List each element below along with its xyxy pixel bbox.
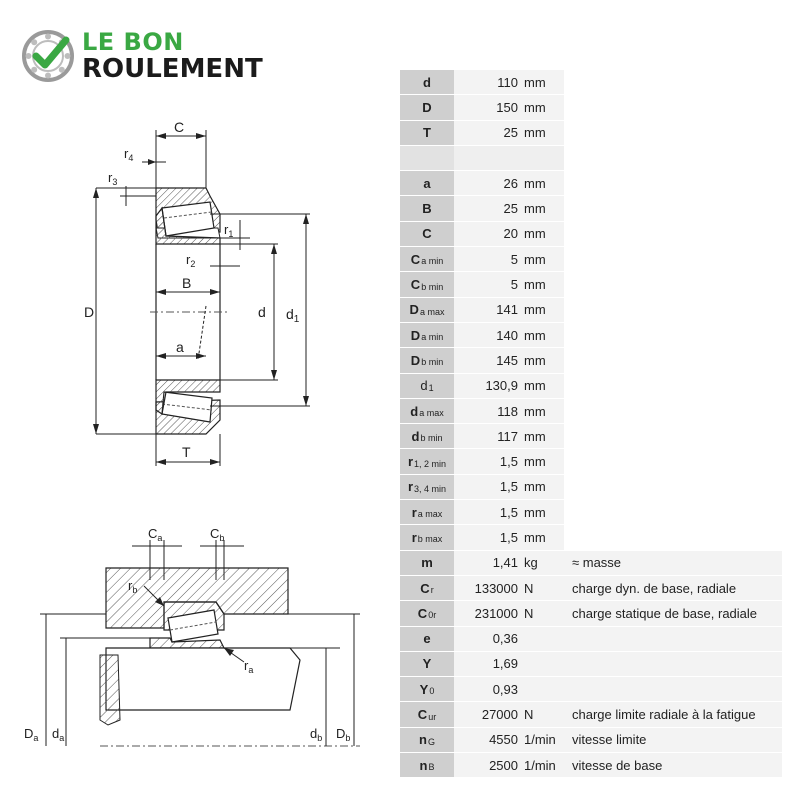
spec-value-cell [454,500,564,525]
spec-value-cell [454,551,564,576]
spec-symbol [400,171,454,196]
spec-row [400,196,782,221]
spec-symbol-letter: B [422,201,432,217]
spec-description [564,323,782,348]
spec-symbol [400,627,454,652]
spec-symbol-letter: D [410,352,421,368]
spec-symbol-letter: d [411,428,420,444]
brand-name-line2: ROULEMENT [82,54,263,84]
brand-name-line1: LE BON [82,28,184,56]
spec-description [564,449,782,474]
svg-text:Cb: $C_b$ [210,526,225,543]
spec-value: 110 [497,74,518,90]
spec-row [400,702,782,727]
spec-value-cell [454,702,564,727]
spec-value: 1,5 [499,504,518,520]
spec-description: vitesse de base [564,753,782,778]
spec-row [400,247,782,272]
spec-value: 20 [503,226,518,242]
spec-symbol [400,753,454,778]
spec-symbol [400,146,454,171]
spec-row [400,652,782,677]
spec-symbol [400,551,454,576]
spec-unit: mm [524,454,546,470]
spec-symbol-letter: n [419,757,428,773]
spec-symbol [400,728,454,753]
spec-description [564,627,782,652]
spec-value: 4550 [489,732,518,748]
spec-symbol-subscript: G [427,736,435,747]
spec-row [400,728,782,753]
specification-table [400,70,782,778]
spec-row [400,753,782,778]
spec-unit: mm [524,201,546,217]
spec-value: 1,5 [499,479,518,495]
spec-value: 1,41 [492,555,518,571]
svg-text:d1: $d_1$ [286,306,300,325]
spec-symbol-letter: d [423,74,431,90]
spec-value-cell [454,70,564,95]
spec-symbol [400,95,454,120]
spec-symbol [400,449,454,474]
spec-row [400,677,782,702]
spec-unit: mm [524,251,546,267]
spec-symbol-letter: r [411,529,417,545]
spec-symbol [400,70,454,95]
spec-value: 1,5 [499,529,518,545]
spec-symbol-subscript: b min [421,281,444,292]
spec-value: 27000 [481,707,518,723]
svg-text:T: T [182,444,191,460]
spec-symbol [400,576,454,601]
spec-value-cell [454,677,564,702]
spec-value: 26 [503,175,518,191]
svg-text:Db: $D_b$ [336,726,351,743]
bearing-check-icon [22,28,78,84]
spec-value-cell [454,424,564,449]
spec-symbol-letter: d [410,403,419,419]
spec-row [400,424,782,449]
svg-text:rb: $r_b$ [128,578,138,595]
mounting-dimension-drawing [20,520,370,750]
svg-text:r4: $r_4$ [124,146,134,163]
spec-symbol [400,475,454,500]
spec-description [564,475,782,500]
spec-value-cell [454,348,564,373]
spec-unit: mm [524,327,546,343]
spec-unit: mm [524,352,546,368]
spec-value: 25 [503,201,518,217]
spec-symbol-subscript: b min [421,357,444,368]
spec-value-cell [454,121,564,146]
spec-row [400,348,782,373]
spec-value: 0,93 [492,681,518,697]
spec-value-cell [454,399,564,424]
spec-unit: mm [524,302,546,318]
spec-value-cell [454,222,564,247]
spec-description: vitesse limite [564,728,782,753]
spec-symbol-subscript: 1 [428,382,434,393]
spec-symbol-subscript: a max [419,408,444,418]
spec-row [400,222,782,247]
svg-text:ra: $r_a$ [244,658,254,675]
spec-symbol-letter: T [423,125,431,141]
spec-unit: mm [524,378,546,394]
spec-description: charge dyn. de base, radiale [564,576,782,601]
spec-symbol-letter: r [411,504,417,520]
spec-value: 5 [510,277,518,293]
spec-row [400,399,782,424]
spec-row [400,551,782,576]
spec-symbol [400,374,454,399]
spec-unit: 1/min [524,757,556,773]
spec-description [564,298,782,323]
spec-symbol-subscript: ur [428,711,437,722]
spec-unit: mm [524,74,546,90]
svg-text:da: $d_a$ [52,726,65,743]
spec-row [400,576,782,601]
spec-value: 141 [496,302,518,318]
spec-unit: mm [524,226,546,242]
spec-symbol [400,348,454,373]
spec-symbol-letter: Y [422,656,432,672]
spec-value: 1,69 [492,656,518,672]
spec-description [564,121,782,146]
svg-text:Da: $D_a$ [24,726,39,743]
spec-value: 150 [496,99,518,115]
spec-symbol-subscript: B [428,762,435,773]
spec-description [564,171,782,196]
svg-text:a: a [176,339,184,355]
spec-row [400,95,782,120]
spec-unit: mm [524,504,546,520]
spec-symbol-letter: C [417,605,428,621]
spec-symbol-letter: n [419,732,427,748]
spec-symbol [400,399,454,424]
spec-symbol-letter: d [420,378,428,394]
spec-value: 0,36 [492,631,518,647]
spec-unit: mm [524,125,546,141]
spec-description [564,500,782,525]
spec-value-cell [454,146,564,171]
spec-row [400,449,782,474]
spec-row [400,374,782,399]
spec-symbol-subscript: a min [421,256,444,267]
spec-value-cell [454,95,564,120]
spec-symbol [400,702,454,727]
spec-description [564,348,782,373]
spec-value: 2500 [489,757,518,773]
spec-value-cell [454,298,564,323]
spec-value: 25 [503,125,518,141]
spec-unit: mm [524,428,546,444]
spec-symbol-letter: C [410,251,421,267]
spec-description [564,374,782,399]
spec-unit: mm [524,277,546,293]
spec-unit: N [524,605,534,621]
spec-unit: mm [524,403,546,419]
spec-row [400,500,782,525]
spec-symbol [400,247,454,272]
spec-symbol-letter: C [410,277,421,293]
spec-symbol [400,652,454,677]
svg-text:r1: $r_1$ [224,222,234,239]
spec-symbol [400,222,454,247]
spec-value: 117 [497,428,518,444]
spec-description [564,95,782,120]
spec-row [400,525,782,550]
spec-description [564,70,782,95]
spec-symbol-subscript: 1, 2 min [414,458,447,469]
svg-text:db: $d_b$ [310,726,323,743]
spec-symbol-letter: a [423,175,431,191]
spec-description [564,272,782,297]
spec-unit: mm [524,479,546,495]
spec-description [564,222,782,247]
spec-symbol [400,677,454,702]
spec-symbol-subscript: 3, 4 min [414,483,447,494]
spec-value-cell [454,323,564,348]
spec-row [400,627,782,652]
spec-symbol [400,601,454,626]
spec-value-cell [454,652,564,677]
spec-row [400,70,782,95]
spec-symbol [400,196,454,221]
svg-text:Ca: $C_a$ [148,526,163,543]
svg-text:B: B [182,275,192,291]
spec-unit: mm [524,529,546,545]
spec-description: charge limite radiale à la fatigue [564,702,782,727]
spec-symbol-subscript: a max [417,509,443,520]
spec-symbol-subscript: 0r [428,610,437,621]
spec-value: 5 [510,251,518,267]
spec-unit: mm [524,175,546,191]
brand-logo [22,26,322,86]
spec-symbol [400,525,454,550]
spec-value: 145 [496,352,518,368]
spec-symbol [400,272,454,297]
spec-value-cell [454,449,564,474]
spec-symbol-subscript: r [430,585,434,596]
spec-symbol [400,424,454,449]
spec-symbol [400,298,454,323]
spec-symbol-subscript: b max [417,534,443,545]
spec-value-cell [454,627,564,652]
spec-symbol-letter: Y [419,681,429,697]
spec-symbol-letter: D [410,327,421,343]
spec-value: 133000 [474,580,518,596]
spec-symbol-letter: m [421,555,433,571]
spec-value-cell [454,247,564,272]
spec-row [400,601,782,626]
spec-symbol-letter: e [423,631,431,647]
spec-value-cell [454,171,564,196]
svg-text:r3: $r_3$ [108,170,118,187]
spec-symbol-letter: D [422,99,432,115]
spec-value: 130,9 [485,378,518,394]
spec-symbol-letter: C [420,580,430,596]
spec-symbol [400,121,454,146]
spec-symbol-letter: C [417,707,428,723]
spec-value-cell [454,374,564,399]
spec-symbol-letter: r [407,479,414,495]
spec-value-cell [454,601,564,626]
spec-symbol [400,323,454,348]
spec-description [564,424,782,449]
spec-value-cell [454,753,564,778]
spec-symbol-letter: r [407,454,414,470]
spec-value: 140 [496,327,518,343]
spec-value-cell [454,576,564,601]
spec-description [564,652,782,677]
spec-description [564,399,782,424]
bearing-dimension-drawing [70,110,330,480]
spec-description [564,247,782,272]
spec-value: 231000 [474,605,518,621]
spec-description [564,196,782,221]
svg-text:r2: $r_2$ [186,252,196,269]
spec-row [400,475,782,500]
spec-unit: N [524,707,534,723]
spec-unit: kg [524,555,538,571]
spec-description: ≈ masse [564,551,782,576]
spec-symbol-subscript: 0 [429,686,435,697]
spec-symbol-subscript: b min [420,433,443,444]
spec-unit: 1/min [524,732,556,748]
spec-value-cell [454,728,564,753]
svg-text:C: C [174,119,185,135]
spec-value: 118 [497,403,518,419]
spec-row [400,171,782,196]
spec-symbol-letter: D [409,302,419,318]
spec-symbol-letter: C [422,226,432,242]
spec-symbol [400,500,454,525]
spec-value-cell [454,475,564,500]
spec-row [400,272,782,297]
svg-text:D: D [84,304,95,320]
spec-unit: N [524,580,534,596]
spec-unit: mm [524,99,546,115]
spec-value-cell [454,272,564,297]
spec-description [564,525,782,550]
spec-symbol-subscript: a min [421,332,444,343]
spec-description [564,677,782,702]
spec-row [400,323,782,348]
spec-value: 1,5 [499,454,518,470]
spec-symbol-subscript: a max [419,306,445,317]
spec-description [564,146,782,171]
spec-row [400,146,782,171]
spec-description: charge statique de base, radiale [564,601,782,626]
spec-row [400,298,782,323]
spec-row [400,121,782,146]
spec-value-cell [454,525,564,550]
svg-text:d: d [258,304,266,320]
spec-value-cell [454,196,564,221]
